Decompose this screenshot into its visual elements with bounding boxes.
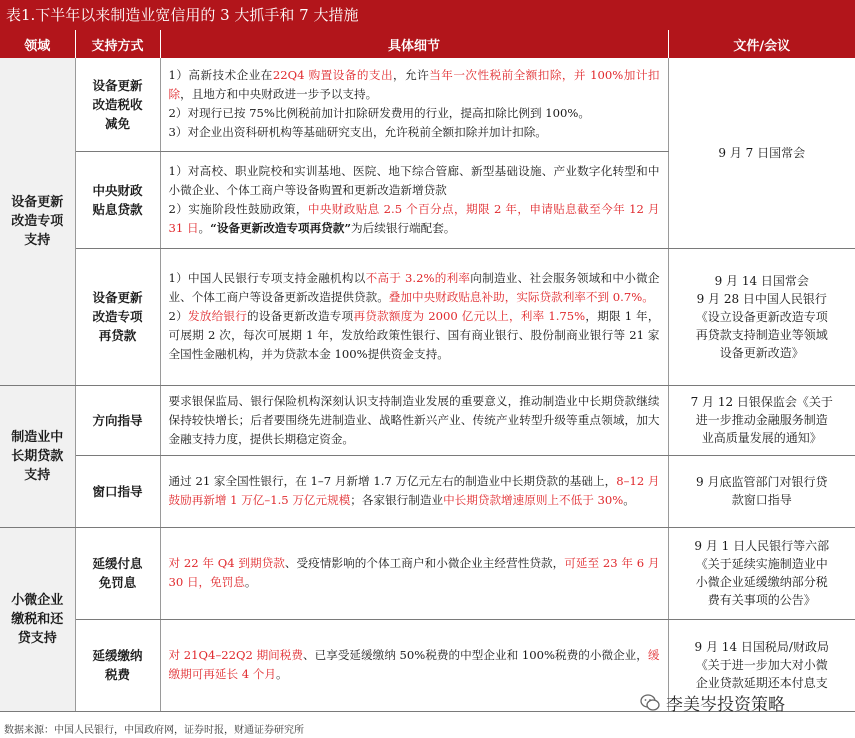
table-row (0, 527, 855, 619)
method-defer-interest (75, 527, 160, 619)
watermark (640, 690, 785, 715)
doc-window-guidance: 9 月底监管部门对银行贷 款窗口指导 (668, 455, 855, 527)
method-special-relending (75, 248, 160, 385)
table-row (0, 58, 855, 151)
domain-smb-tax-loan (0, 527, 75, 711)
detail-defer-interest: 对 22 年 Q4 到期贷款、受疫情影响的个体工商户和小微企业主经营性贷款，可延至 23 年 6 月 30 日，免罚息。 (160, 527, 668, 619)
table-title: 表1.下半年以来制造业宽信用的 3 大抓手和 7 大措施 (0, 0, 855, 30)
detail-special-relending: 1）中国人民银行专项支持金融机构以不高于 3.2%的利率向制造业、社会服务领域和中小微企业、个体工商户等设备更新改造提供贷款。叠加中央财政贴息补助，实际贷款利率不到 0.7%。 2）发放给银行的设备更新改造专项再贷款额度为 2000 亿元以上，利率 1.75%，期限 1 年，可展期 2 次，每次可展期 1 年，发放给政策性银行、国有商业银行、股份制商业银行等 21 家全国性金融机构，并为贷款本金 100%提供资金支持。 (160, 248, 668, 385)
watermark-label: 李美岑投资策略 (666, 695, 785, 715)
header-detail: 具体细节 (160, 30, 668, 58)
policy-table (0, 30, 855, 712)
method-label: 设备更新改造税收减免 (92, 77, 143, 131)
method-window-guidance: 窗口指导 (75, 455, 160, 527)
detail-defer-tax: 对 21Q4–22Q2 期间税费、已享受延缓缴纳 50%税费的中型企业和 100%税费的小微企业，缓缴期可再延长 4 个月。 (160, 619, 668, 711)
doc-tax-bureau-sep14: 9 月 14 日国税局/财政局 《关于进一步加大对小微 企业贷款延期还本付息支 (668, 619, 855, 711)
method-label: 中央财政贴息贷款 (92, 182, 143, 217)
detail-window-guidance: 通过 21 家全国性银行，在 1–7 月新增 1.7 万亿元左右的制造业中长期贷款的基础上，8–12 月鼓励再新增 1 万亿–1.5 万亿元规模；各家银行制造业中长期贷款增速原则上不低于 30%。 (160, 455, 668, 527)
table-row (0, 385, 855, 455)
doc-pboc-relending: 9 月 14 日国常会 9 月 28 日中国人民银行 《设立设备更新改造专项 再贷款支持制造业等领域 设备更新改造》 (668, 248, 855, 385)
header-method: 支持方式 (75, 30, 160, 58)
method-label: 延缓付息免罚息 (92, 556, 143, 590)
domain-label: 制造业中长期贷款支持 (11, 429, 64, 483)
detail-fiscal-subsidy-loan: 1）对高校、职业院校和实训基地、医院、地下综合管廊、新型基础设施、产业数字化转型和中小微企业、个体工商户等设备购置和更新改造新增贷款 2）实施阶段性鼓励政策，中央财政贴息 2.5 个百分点，期限 2 年，申请贴息截至今年 12 月 31 日。“设备更新改造专项再贷款”为后续银行端配套。 (160, 151, 668, 248)
method-tax-reduction (75, 58, 160, 151)
domain-label: 设备更新改造专项支持 (11, 194, 64, 248)
doc-pboc-sep1: 9 月 1 日人民银行等六部 《关于延续实施制造业中 小微企业延缓缴纳部分税 费有关事项的公告》 (668, 527, 855, 619)
detail-direction-guidance: 要求银保监局、银行保险机构深刻认识支持制造业发展的重要意义，推动制造业中长期贷款继续保持较快增长；后者要围绕先进制造业、战略性新兴产业、传统产业转型升级等重点领域，加大金融支持力度，提供长期稳定资金。 (160, 385, 668, 455)
domain-label: 小微企业缴税和还贷支持 (11, 592, 64, 646)
header-document: 文件/会议 (668, 30, 855, 58)
method-label: 延缓缴纳税费 (92, 648, 143, 682)
data-source-note: 数据来源：中国人民银行，中国政府网，证券时报，财通证券研究所 (4, 725, 304, 736)
domain-equipment-upgrade (0, 58, 75, 385)
method-defer-tax (75, 619, 160, 711)
detail-tax-reduction: 1）高新技术企业在22Q4 购置设备的支出，允许当年一次性税前全额扣除，并 100%加计扣除，且地方和中央财政进一步予以支持。 2）对现行已按 75%比例税前加计扣除研发费用的行业，提高扣除比例到 100%。 3）对企业出资科研机构等基础研究支出，允许税前全额扣除并加计扣除。 (160, 58, 668, 151)
header-row (0, 30, 855, 58)
wechat-icon (640, 693, 660, 713)
method-direction-guidance: 方向指导 (75, 385, 160, 455)
doc-cbirc-jul12: 7 月 12 日银保监会《关于 进一步推动金融服务制造 业高质量发展的通知》 (668, 385, 855, 455)
doc-state-council-sep7: 9 月 7 日国常会 (668, 58, 855, 248)
method-fiscal-subsidy-loan (75, 151, 160, 248)
table-row (0, 248, 855, 385)
domain-manufacturing-loans (0, 385, 75, 527)
table-row (0, 455, 855, 527)
header-domain: 领域 (0, 30, 75, 58)
method-label: 设备更新改造专项再贷款 (92, 290, 143, 343)
